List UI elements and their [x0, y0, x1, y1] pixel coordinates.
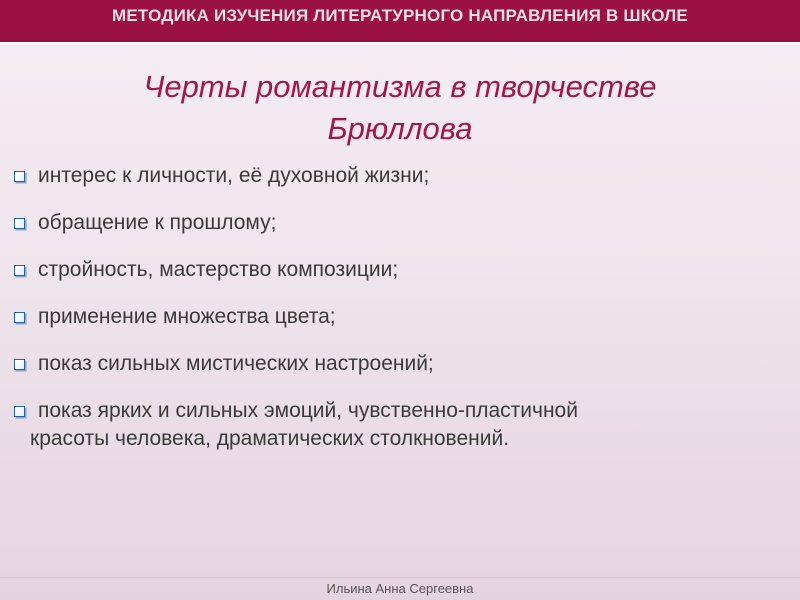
footer-author: Ильина Анна Сергеевна [326, 581, 474, 596]
checkbox-bullet-icon [14, 171, 25, 182]
checkbox-bullet-icon [14, 218, 25, 229]
header-title: МЕТОДИКА ИЗУЧЕНИЯ ЛИТЕРАТУРНОГО НАПРАВЛЕНИЯ В ШКОЛЕ [112, 6, 688, 25]
bullet-item [12, 209, 792, 237]
slide-title-line-2: Брюллова [327, 111, 473, 146]
checkbox-bullet-icon [14, 406, 25, 417]
bullet-text: применение множества цвета; [38, 305, 336, 328]
bullet-list [12, 162, 792, 472]
bullet-item [12, 397, 792, 453]
bullet-text: стройность, мастерство композиции; [38, 258, 399, 281]
bullet-item [12, 256, 792, 284]
slide-title [40, 66, 760, 150]
checkbox-bullet-icon [14, 312, 25, 323]
header-bar [0, 0, 800, 44]
bullet-item [12, 350, 792, 378]
bullet-text: обращение к прошлому; [38, 211, 277, 234]
bullet-text: показ сильных мистических настроений; [38, 352, 434, 375]
bullet-text-line-1: показ ярких и сильных эмоций, чувственно-пластичной [38, 399, 578, 422]
bullet-item [12, 162, 792, 190]
bullet-text-line-2: красоты человека, драматических столкновений. [30, 427, 510, 450]
checkbox-bullet-icon [14, 359, 25, 370]
slide-title-line-1: Черты романтизма в творчестве [143, 69, 657, 104]
checkbox-bullet-icon [14, 265, 25, 276]
bullet-text: интерес к личности, её духовной жизни; [38, 164, 430, 187]
bullet-item [12, 303, 792, 331]
